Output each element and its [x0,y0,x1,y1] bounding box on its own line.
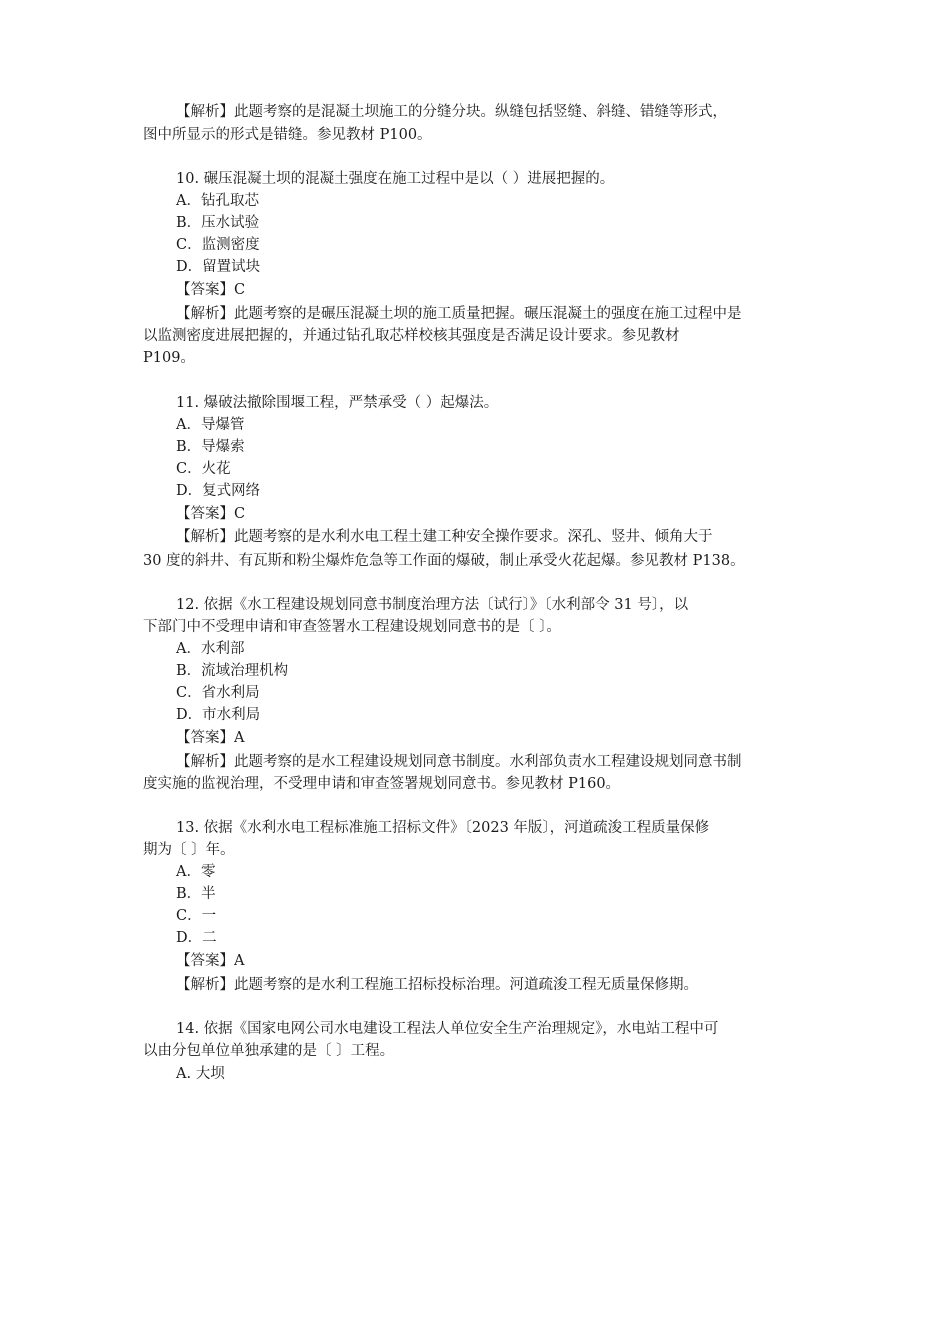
question-10-answer: 【答案】C [176,282,246,298]
question-13-option-c: C．一 [176,908,217,924]
question-10-stem: 10. 碾压混凝土坝的混凝土强度在施工过程中是以（ ）进展把握的。 [176,171,615,187]
question-10-explanation-line: 【解析】此题考察的是碾压混凝土坝的施工质量把握。碾压混凝土的强度在施工过程中是 [176,306,742,322]
question-14-stem-line: 14. 依据《国家电网公司水电建设工程法人单位安全生产治理规定》，水电站工程中可 [176,1021,719,1037]
question-12-option-b: B．流域治理机构 [176,663,289,679]
question-12-stem-line: 下部门中不受理申请和审查签署水工程建设规划同意书的是〔 〕。 [143,619,561,635]
question-13-option-d: D．二 [176,930,217,946]
question-13-explanation-line: 【解析】此题考察的是水利工程施工招标投标治理。河道疏浚工程无质量保修期。 [176,977,698,993]
question-12-option-c: C．省水利局 [176,685,260,701]
question-11-answer: 【答案】C [176,506,246,522]
question-11-option-a: A．导爆管 [176,417,245,433]
question-10-explanation-line: P109。 [143,350,195,366]
question-12-explanation-line: 【解析】此题考察的是水工程建设规划同意书制度。水利部负责水工程建设规划同意书制 [176,754,742,770]
question-13-answer: 【答案】A [176,953,245,969]
question-11-explanation-line: 30 度的斜井、有瓦斯和粉尘爆炸危急等工作面的爆破，制止承受火花起爆。参见教材 P138。 [143,553,745,569]
question-12-answer: 【答案】A [176,730,245,746]
question-12-option-d: D．市水利局 [176,707,261,723]
question-13-stem-line: 13. 依据《水利水电工程标准施工招标文件》〔2023 年版〕，河道疏浚工程质量保修 [176,820,710,836]
question-12-explanation-line: 度实施的监视治理，不受理申请和审查签署规划同意书。参见教材 P160。 [143,776,621,792]
question-11-option-c: C．火花 [176,461,231,477]
explanation-line: 图中所显示的形式是错缝。参见教材 P100。 [143,127,432,143]
question-11-stem: 11. 爆破法撤除围堰工程，严禁承受（ ）起爆法。 [176,395,499,411]
question-11-explanation-line: 【解析】此题考察的是水利水电工程土建工种安全操作要求。深孔、竖井、倾角大于 [176,529,713,545]
question-10-option-c: C．监测密度 [176,237,260,253]
explanation-line: 【解析】此题考察的是混凝土坝施工的分缝分块。纵缝包括竖缝、斜缝、错缝等形式， [176,104,727,120]
question-10-option-a: A．钻孔取芯 [176,193,259,209]
question-10-option-b: B．压水试验 [176,215,260,231]
question-12-stem-line: 12. 依据《水工程建设规划同意书制度治理方法〔试行〕》〔水利部令 31 号〕，以 [176,597,689,613]
question-14-option-a: A. 大坝 [176,1066,225,1082]
question-13-option-a: A．零 [176,864,216,880]
question-14-stem-line: 以由分包单位单独承建的是〔 〕工程。 [143,1043,395,1059]
question-11-option-d: D．复式网络 [176,483,261,499]
question-10-option-d: D．留置试块 [176,259,261,275]
question-11-option-b: B．导爆索 [176,439,245,455]
question-10-explanation-line: 以监测密度进展把握的，并通过钻孔取芯样校核其强度是否满足设计要求。参见教材 [143,328,680,344]
question-13-option-b: B．半 [176,886,216,902]
question-13-stem-line: 期为〔 〕年。 [143,842,235,858]
question-12-option-a: A．水利部 [176,641,245,657]
